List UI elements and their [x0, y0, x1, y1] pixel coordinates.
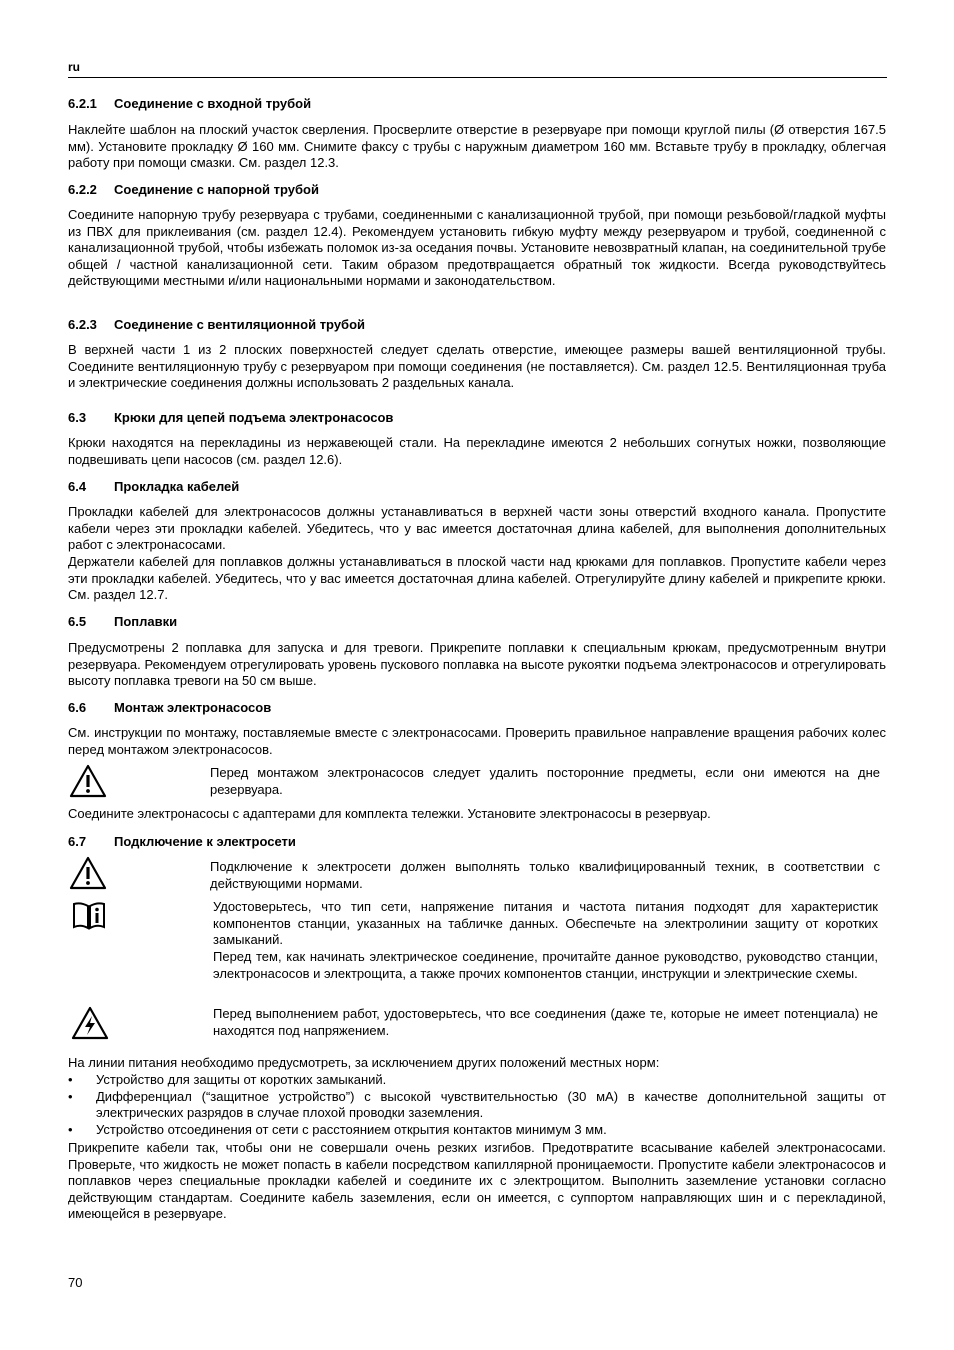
list-item: • Дифференциал (“защитное устройство”) с высокой чувствительностью (30 мА) в качестве дополнительной защиты от электрических разрядов в случае плохой проводки заземления. [68, 1089, 886, 1122]
paragraph-6-2-1: Наклейте шаблон на плоский участок сверления. Просверлите отверстие в резервуаре при помощи круглой пилы (Ø отверстия 167.5 мм). Установите прокладку Ø 160 мм. Снимите факсу с трубы с наружным диаметром 160 мм. Вставьте трубу в прокладку, облегчая работу при помощи смазки. См. раздел 12.3. [68, 122, 886, 171]
section-title: Соединение с вентиляционной трубой [114, 317, 366, 332]
paragraph-6-5: Предусмотрены 2 поплавка для запуска и для тревоги. Прикрепите поплавки к специальным крюкам, предусмотренным внутри резервуара. Рекомендуем отрегулировать уровень пускового поплавка на высоте рукоятки подъема электронасосов и отрегулировать высоту поплавка тревоги на 50 см выше. [68, 640, 886, 689]
section-number: 6.2.2 [68, 182, 97, 197]
list-item: • Устройство отсоединения от сети с расстоянием открытия контактов минимум 3 мм. [68, 1122, 886, 1139]
heading-6-2-3 [68, 317, 365, 332]
section-title: Монтаж электронасосов [114, 700, 272, 715]
section-number: 6.5 [68, 614, 87, 629]
list-item: • Устройство для защиты от коротких замыканий. [68, 1072, 886, 1089]
page-number: 70 [68, 1275, 83, 1290]
heading-6-3 [68, 410, 393, 425]
warning-triangle-icon [69, 856, 107, 895]
warning-note-6-6: Перед монтажом электронасосов следует удалить посторонние предметы, если они имеются на дне резервуара. [210, 765, 880, 797]
read-manual-icon [71, 900, 107, 937]
heading-6-7 [68, 834, 296, 849]
paragraph-6-4-b: Держатели кабелей для поплавков должны устанавливаться в плоской части над крюками для поплавков. Пропустите кабели через эти прокладки кабелей. Убедитесь, что у вас имеется достаточная длина кабелей. Отрегулируйте длину кабелей и прикрепите крюки. См. раздел 12.7. [68, 554, 886, 603]
section-number: 6.3 [68, 410, 87, 425]
section-number: 6.2.3 [68, 317, 97, 332]
manual-note-6-7-a: Удостоверьтесь, что тип сети, напряжение питания и частота питания подходят для характеристик компонентов станции, указанных на табличке данных. Обеспечьте на электролинии защиту от коротких замыканий. [213, 899, 878, 948]
paragraph-6-4-a: Прокладки кабелей для электронасосов должны устанавливаться в верхней части зоны отверстий входного канала. Пропустите кабели через эти прокладки кабелей. Убедитесь, что у вас имеется достаточная длина кабелей, для выполнения дополнительных работ с электронасосами. [68, 504, 886, 553]
heading-6-4 [68, 479, 239, 494]
paragraph-6-2-3: В верхней части 1 из 2 плоских поверхностей следует сделать отверстие, имеющее размеры вашей вентиляционной трубы. Соедините вентиляционную трубу с резервуаром при помощи соединения (не поставляется). См. раздел 12.5. Вентиляционная труба и электрические соединения должны использовать 2 раздельных канала. [68, 342, 886, 391]
paragraph-6-3: Крюки находятся на перекладины из нержавеющей стали. На перекладине имеются 2 небольших согнутых ножки, позволяющие подвешивать цепи насосов (см. раздел 12.6). [68, 435, 886, 467]
document-page [68, 0, 886, 1350]
manual-note-6-7-b: Перед тем, как начинать электрическое соединение, прочитайте данное руководство, руководство станции, электронасосов и электрощита, а также прочих компонентов станции, инструкции и электрические схемы. [213, 949, 878, 981]
voltage-note-6-7: Перед выполнением работ, удостоверьтесь, что все соединения (даже те, которые не имеет потенциала) не находятся под напряжением. [213, 1006, 878, 1038]
high-voltage-icon [71, 1006, 109, 1045]
heading-6-2-1 [68, 96, 311, 111]
paragraph-6-6-b: Соедините электронасосы с адаптерами для комплекта тележки. Установите электронасосы в резервуар. [68, 806, 711, 821]
section-number: 6.4 [68, 479, 87, 494]
heading-6-5 [68, 614, 177, 629]
paragraph-6-7-closing: Прикрепите кабели так, чтобы они не совершали очень резких изгибов. Предотвратите всасывание кабелей электронасосами. Проверьте, что жидкость не может попасть в кабели посредством капиллярной проницаемости. Пропустите кабели электронасосов и поплавков через специальные прокладки кабелей и соедините их с электрощитом. Выполнить заземление установки согласно действующим стандартам. Соедините кабель заземления, если он имеется, с суппортом направляющих шин и с перекладиной, имеющейся в резервуаре. [68, 1140, 886, 1222]
language-code: ru [68, 60, 80, 74]
section-number: 6.2.1 [68, 96, 97, 111]
heading-6-2-2 [68, 182, 319, 197]
section-title: Поплавки [114, 614, 178, 629]
requirements-list [68, 1072, 886, 1138]
header-rule [68, 77, 887, 78]
section-number: 6.7 [68, 834, 87, 849]
paragraph-6-6: См. инструкции по монтажу, поставляемые вместе с электронасосами. Проверить правильное направление вращения рабочих колес перед монтажом электронасосов. [68, 725, 886, 757]
warning-note-6-7: Подключение к электросети должен выполнять только квалифицированный техник, в соответствии с действующими нормами. [210, 859, 880, 891]
section-title: Соединение с напорной трубой [114, 182, 319, 197]
section-title: Подключение к электросети [114, 834, 296, 849]
heading-6-6 [68, 700, 271, 715]
paragraph-6-2-2: Соедините напорную трубу резервуара с трубами, соединенными с канализационной трубой, при помощи резьбовой/гладкой муфты из ПВХ для приклеивания (см. раздел 12.4). Рекомендуем установить гибкую муфту между резервуаром и трубой, соединенной с канализационной трубой, чтобы избежать поломок из-за оседания почвы. Установите невозвратный клапан, на соединительной трубе общей / частной канализационной сети. Таким образом предотвращается обратный ток жидкости. Всегда руководствуйтесь действующими местными и/или национальными нормами и законодательством. [68, 207, 886, 289]
section-title: Крюки для цепей подъема электронасосов [114, 410, 394, 425]
section-title: Соединение с входной трубой [114, 96, 312, 111]
warning-triangle-icon [69, 764, 107, 803]
section-number: 6.6 [68, 700, 87, 715]
paragraph-6-7-intro: На линии питания необходимо предусмотреть, за исключением других положений местных норм: [68, 1055, 660, 1070]
section-title: Прокладка кабелей [114, 479, 240, 494]
